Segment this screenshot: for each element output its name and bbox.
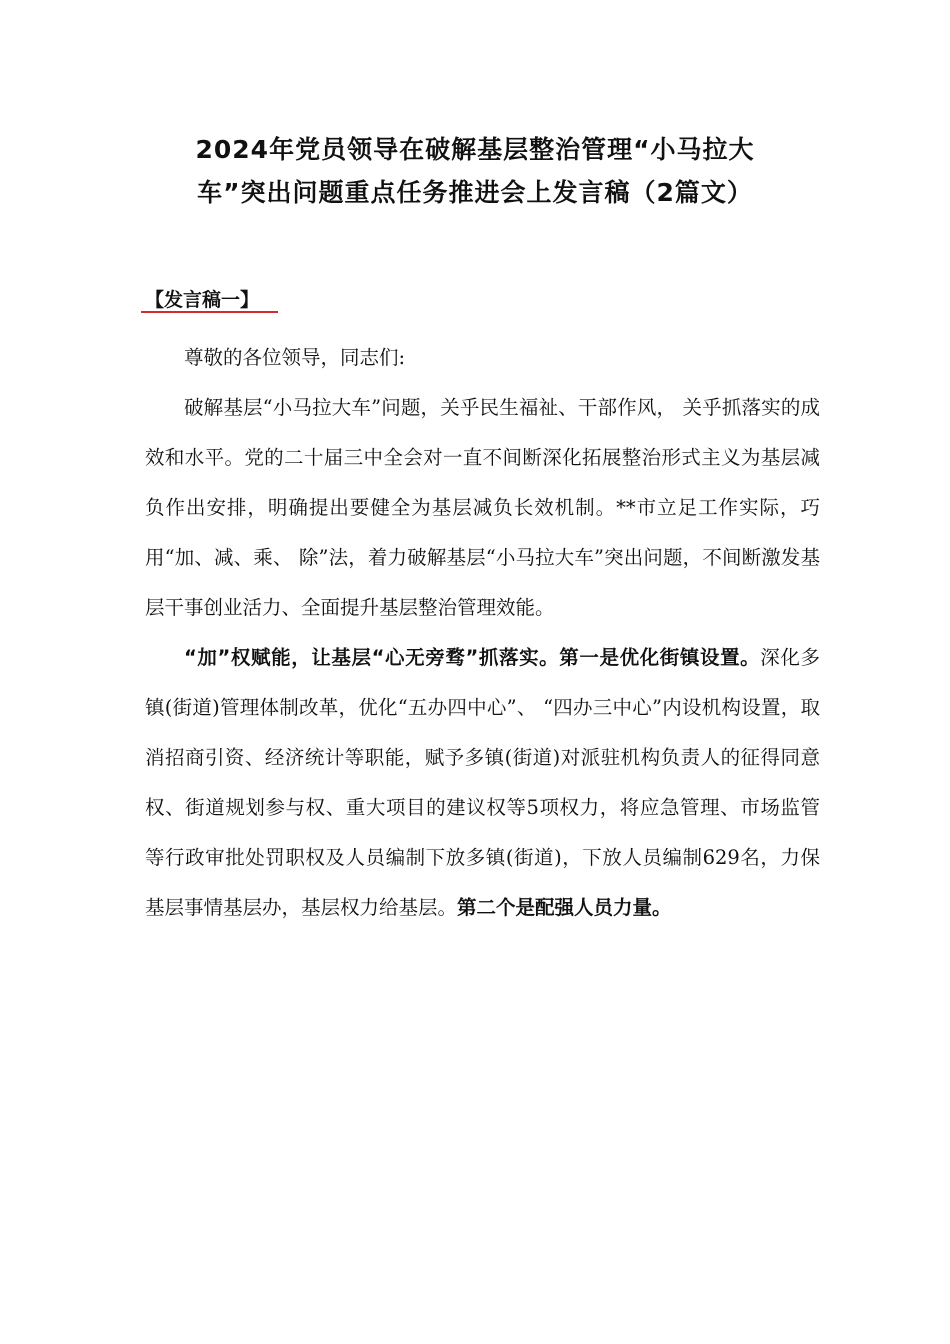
title-line-1: 2024年党员领导在破解基层整治管理“小马拉大 [195, 135, 755, 164]
greeting: 尊敬的各位领导，同志们: [184, 346, 406, 369]
paragraph-2-bold-lead: “加”权赋能，让基层“心无旁骛”抓落实。第一是优化街镇设置。 [184, 646, 761, 669]
section-label: 【发言稿一】 [145, 289, 260, 311]
paragraph-1: 破解基层“小马拉大车”问题，关乎民生福祉、干部作风， 关乎抓落实的成效和水平。党的二十届三中全会对一直不间断深化拓展整治形式主义为基层减负作出安排，明确提出要健全为基层减负长效机制。**市立足工作实际，巧用“加、减、乘、 除”法，着力破解基层“小马拉大车”突出问题，不间断激发基层干事创业活力、全面提升基层整治管理效能。 [145, 396, 820, 619]
document-body [145, 333, 820, 933]
paragraph-2 [145, 633, 820, 933]
section-underline [141, 311, 278, 313]
document-title [120, 128, 830, 214]
paragraph-2-bold-tail: 第二个是配强人员力量。 [457, 896, 672, 919]
title-line-2: 车”突出问题重点任务推进会上发言稿（2篇文） [197, 178, 753, 207]
paragraph-2-body: 深化多镇(街道)管理体制改革，优化“五办四中心”、 “四办三中心”内设机构设置，取消招商引资、经济统计等职能，赋予多镇(街道)对派驻机构负责人的征得同意权、街道规划参与权、重大项目的建议权等5项权力，将应急管理、市场监管等行政审批处罚职权及人员编制下放多镇(街道)，下放人员编制629名，力保基层事情基层办，基层权力给基层。 [145, 646, 820, 919]
